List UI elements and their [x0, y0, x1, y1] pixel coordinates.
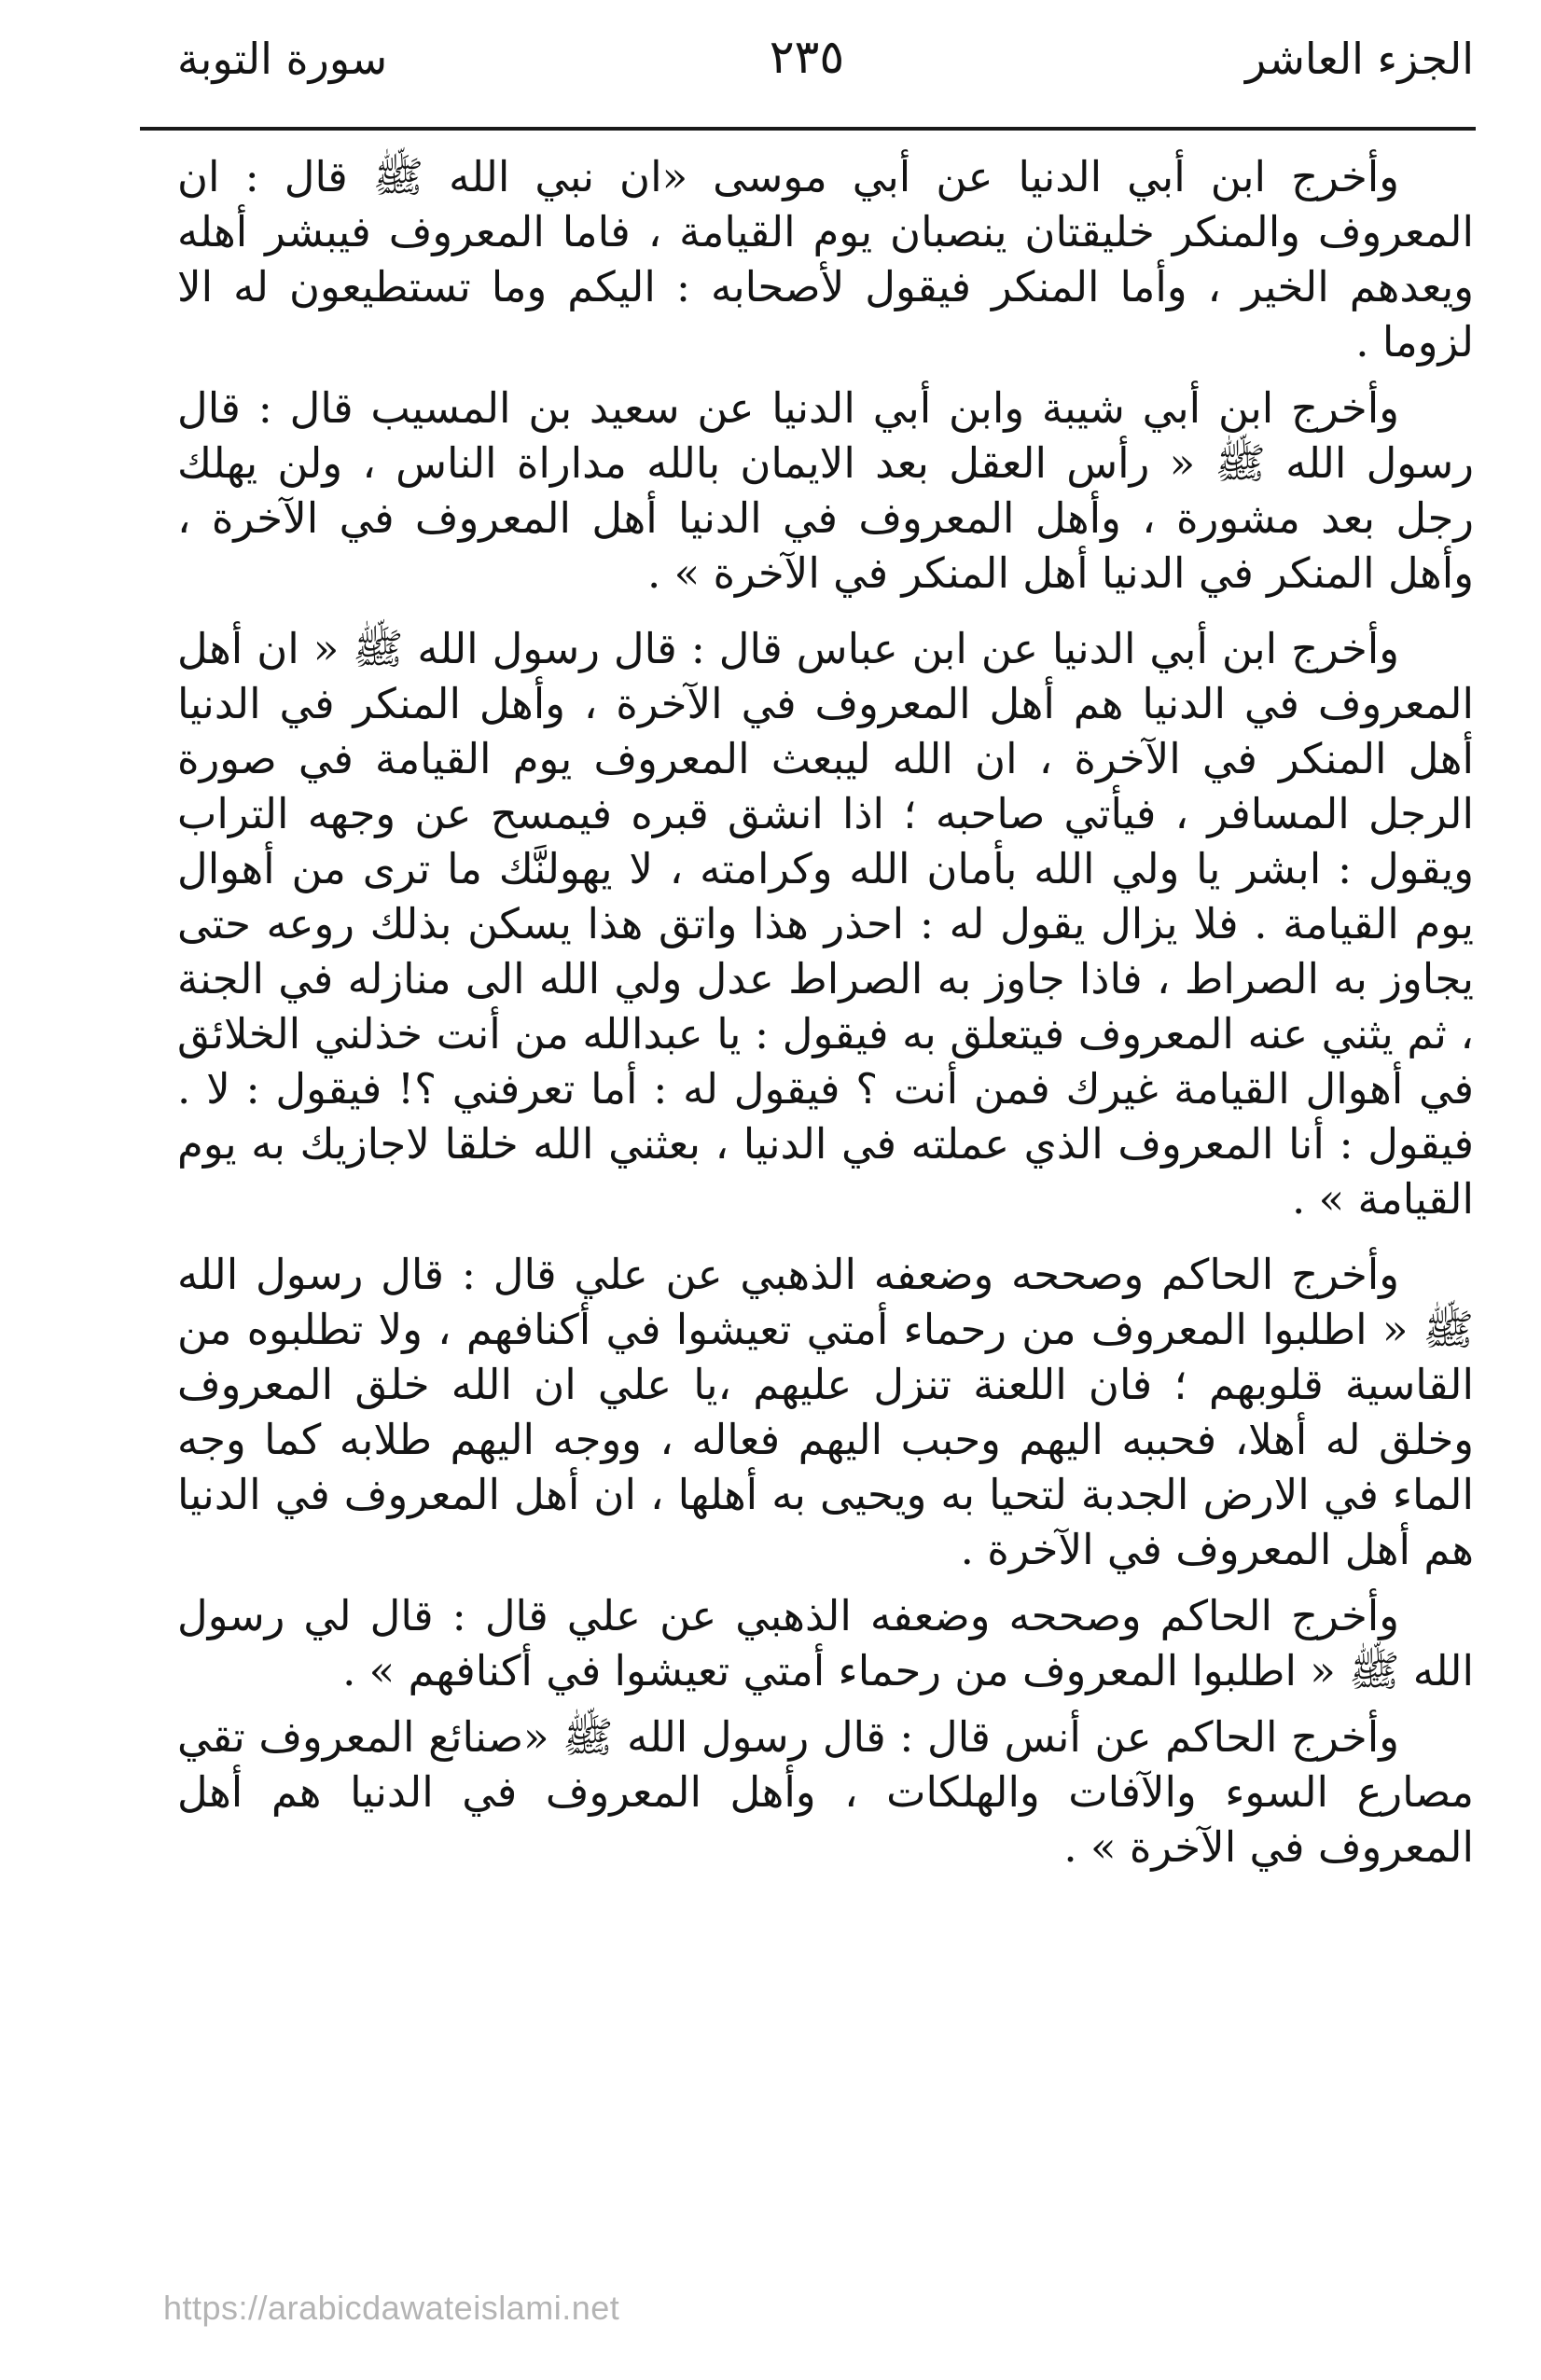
paragraph-1: وأخرج ابن أبي الدنيا عن أبي موسى «ان نبي الله ﷺ قال : ان المعروف والمنكر خليقتان ينصبان يوم القيامة ، فاما المعروف فيبشر أهله ويعدهم الخير ، وأما المنكر فيقول لأصحابه : اليكم وما تستطيعون له الا لزوما .: [177, 152, 1474, 367]
page-number: ٢٣٥: [769, 30, 845, 84]
paragraph-5: وأخرج الحاكم وصححه وضعفه الذهبي عن علي قال : قال لي رسول الله ﷺ « اطلبوا المعروف من رحماء أمتي تعيشوا في أكنافهم » .: [177, 1591, 1474, 1695]
paragraph-4: وأخرج الحاكم وصححه وضعفه الذهبي عن علي قال : قال رسول الله ﷺ « اطلبوا المعروف من رحماء أمتي تعيشوا في أكنافهم ، ولا تطلبوه من القاسية قلوبهم ؛ فان اللعنة تنزل عليهم ،يا علي ان الله خلق المعروف وخلق له أهلا، فحببه اليهم وحبب اليهم فعاله ، ووجه اليهم طلابه كما وجه الماء في الارض الجدبة لتحيا به ويحيى به أهلها ، ان أهل المعروف في الدنيا هم أهل المعروف في الآخرة .: [177, 1250, 1474, 1574]
paragraph-2: وأخرج ابن أبي شيبة وابن أبي الدنيا عن سعيد بن المسيب قال : قال رسول الله ﷺ « رأس العقل بعد الايمان بالله مداراة الناس ، ولن يهلك رجل بعد مشورة ، وأهل المعروف في الدنيا أهل المعروف في الآخرة ، وأهل المنكر في الدنيا أهل المنكر في الآخرة » .: [177, 383, 1474, 598]
page-header: [140, 24, 1474, 108]
paragraph-6: وأخرج الحاكم عن أنس قال : قال رسول الله ﷺ «صنائع المعروف تقي مصارع السوء والآفات والهلكات ، وأهل المعروف في الدنيا هم أهل المعروف في الآخرة » .: [177, 1712, 1474, 1872]
page-body: [177, 149, 1474, 1886]
watermark-url: https://arabicdawateislami.net: [163, 2289, 620, 2327]
surah-title: سورة التوبة: [177, 34, 388, 84]
header-divider: [140, 127, 1476, 131]
paragraph-3: وأخرج ابن أبي الدنيا عن ابن عباس قال : قال رسول الله ﷺ « ان أهل المعروف في الدنيا هم أهل المعروف في الآخرة ، وأهل المنكر في الدنيا أهل المنكر في الآخرة ، ان الله ليبعث المعروف يوم القيامة في صورة الرجل المسافر ، فيأتي صاحبه ؛ اذا انشق قبره فيمسح عن وجهه التراب ويقول : ابشر يا ولي الله بأمان الله وكرامته ، لا يهولنَّك ما ترى من أهوال يوم القيامة . فلا يزال يقول له : احذر هذا واتق هذا يسكن بذلك روعه حتى يجاوز به الصراط ، فاذا جاوز به الصراط عدل ولي الله الى منازله في الجنة ، ثم يثني عنه المعروف فيتعلق به فيقول : يا عبدالله من أنت خذلني الخلائق في أهوال القيامة غيرك فمن أنت ؟ فيقول له : أما تعرفني ؟! فيقول : لا . فيقول : أنا المعروف الذي عملته في الدنيا ، بعثني الله خلقا لاجازيك به يوم القيامة » .: [177, 624, 1474, 1224]
part-title: الجزء العاشر: [1244, 34, 1474, 84]
